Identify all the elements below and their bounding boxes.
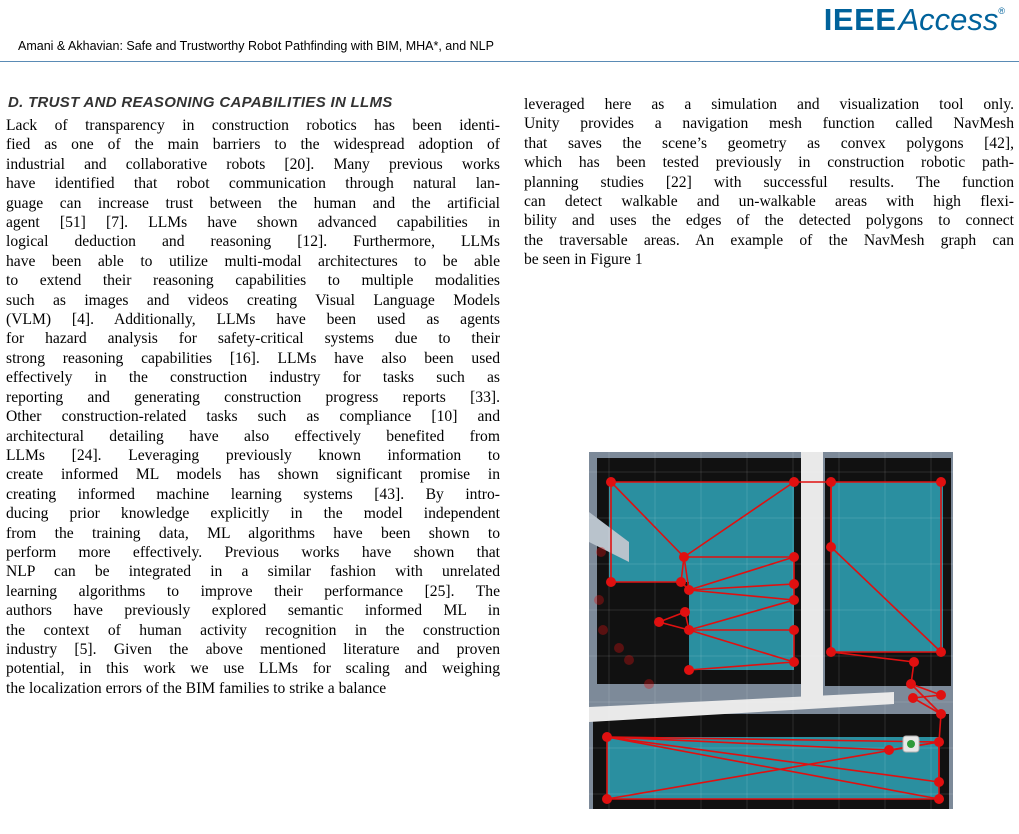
navmesh-node: [606, 477, 616, 487]
navmesh-node: [679, 552, 689, 562]
text-line: creating informed machine learning systems [43]. By intro-: [6, 485, 500, 503]
text-line: the context of human activity recognition in the construction: [6, 621, 500, 639]
navmesh-node: [936, 647, 946, 657]
text-line: the localization errors of the BIM families to strike a balance: [6, 679, 387, 697]
text-line: (VLM) [4]. Additionally, LLMs have been used as agents: [6, 311, 500, 329]
text-line: potential, in this work we use LLMs for scaling and weighing: [6, 660, 500, 678]
navmesh-node: [676, 577, 686, 587]
text-line: that saves the scene’s geometry as convex polygons [42],: [524, 134, 1014, 152]
text-line: architectural detailing have also effectively benefited from: [6, 427, 500, 445]
text-line: effectively in the construction industry for tasks such as: [6, 369, 500, 387]
text-line: industrial and collaborative robots [20]. Many previous works: [6, 155, 500, 173]
navmesh-node: [934, 737, 944, 747]
text-line: guage can increase trust between the human and the artificial: [6, 194, 500, 212]
text-line: perform more effectively. Previous works have shown that: [6, 543, 500, 561]
text-line: Unity provides a navigation mesh function called NavMesh: [524, 115, 1014, 133]
text-line: industry [5]. Given the above mentioned literature and proven: [6, 640, 500, 658]
text-line: Lack of transparency in construction robotics has been identi-: [6, 117, 500, 134]
text-line: planning studies [22] with successful results. The function: [524, 173, 1014, 191]
text-line: leveraged here as a simulation and visualization tool only.: [524, 96, 1014, 113]
navmesh-node: [909, 657, 919, 667]
navmesh-node: [884, 745, 894, 755]
navmesh-node: [789, 595, 799, 605]
navmesh-node: [789, 657, 799, 667]
navmesh-node: [684, 585, 694, 595]
navmesh-graph-image: [589, 452, 953, 809]
navmesh-node: [789, 579, 799, 589]
navmesh-node-faded: [644, 679, 654, 689]
text-line: can detect walkable and un-walkable areas with high flexi-: [524, 193, 1014, 211]
right-paragraph: [524, 95, 1014, 270]
text-line: LLMs [24]. Leveraging previously known information to: [6, 446, 500, 464]
text-line: bility and uses the edges of the detected polygons to connect: [524, 212, 1014, 230]
text-line: to extend their reasoning capabilities to multiple modalities: [6, 272, 500, 290]
navmesh-node: [936, 709, 946, 719]
navmesh-node: [934, 794, 944, 804]
navmesh-node: [684, 625, 694, 635]
navmesh-node: [684, 665, 694, 675]
left-column: [6, 93, 500, 698]
text-line: Other construction-related tasks such as compliance [10] and: [6, 408, 500, 426]
robot-marker-core: [907, 740, 915, 748]
navmesh-node: [826, 477, 836, 487]
logo-ieee: IEEE: [823, 2, 897, 37]
navmesh-node: [606, 577, 616, 587]
logo-access: Access: [898, 2, 999, 37]
text-line: reporting and generating construction progress reports [33].: [6, 388, 500, 406]
navmesh-node: [789, 625, 799, 635]
text-line: logical deduction and reasoning [12]. Furthermore, LLMs: [6, 233, 500, 251]
navmesh-figure: [589, 452, 953, 809]
right-column: [524, 95, 1014, 270]
navmesh-node-faded: [624, 655, 634, 665]
navmesh-node: [936, 477, 946, 487]
text-line: authors have previously explored semantic informed ML in: [6, 602, 500, 620]
text-line: strong reasoning capabilities [16]. LLMs have also been used: [6, 349, 500, 367]
navmesh-node: [934, 777, 944, 787]
text-line: the traversable areas. An example of the NavMesh graph can: [524, 231, 1014, 249]
text-line: create informed ML models has shown significant promise in: [6, 466, 500, 484]
text-line: have been able to utilize multi-modal architectures to be able: [6, 252, 500, 270]
navmesh-node-faded: [614, 643, 624, 653]
navmesh-node: [654, 617, 664, 627]
text-line: for hazard analysis for safety-critical systems due to their: [6, 330, 500, 348]
text-line: fied as one of the main barriers to the widespread adoption of: [6, 136, 500, 154]
corridor-slab-vertical: [801, 452, 823, 697]
navmesh-node: [906, 679, 916, 689]
navmesh-node: [789, 477, 799, 487]
header-rule: [0, 61, 1019, 62]
section-heading: D. TRUST AND REASONING CAPABILITIES IN LLMS: [8, 94, 393, 111]
text-line: NLP can be integrated in a similar fashion with unrelated: [6, 563, 500, 581]
logo-trademark: ®: [998, 6, 1005, 16]
section-paragraph: [6, 116, 500, 698]
text-line: which has been tested previously in construction robotic path-: [524, 154, 1014, 172]
navmesh-node: [826, 647, 836, 657]
navmesh-node: [680, 607, 690, 617]
navmesh-node-faded: [594, 595, 604, 605]
running-head: Amani & Akhavian: Safe and Trustworthy Robot Pathfinding with BIM, MHA*, and NLP: [18, 39, 494, 53]
navmesh-node-faded: [598, 625, 608, 635]
navmesh-node: [602, 732, 612, 742]
navmesh-node: [602, 794, 612, 804]
text-line: have identified that robot communication through natural lan-: [6, 175, 500, 193]
journal-logo: [824, 2, 1005, 38]
text-line: from the training data, ML algorithms have been shown to: [6, 524, 500, 542]
navmesh-node: [789, 552, 799, 562]
navmesh-node-faded: [596, 547, 606, 557]
text-line: learning algorithms to improve their performance [25]. The: [6, 582, 500, 600]
navmesh-node: [936, 690, 946, 700]
navmesh-node: [908, 693, 918, 703]
floor-room-left-upper: [609, 482, 685, 582]
floor-room-right: [831, 482, 943, 652]
text-line: ducing prior knowledge explicitly in the model independent: [6, 505, 500, 523]
navmesh-node: [826, 542, 836, 552]
text-line: be seen in Figure 1: [524, 251, 643, 269]
text-line: agent [51] [7]. LLMs have shown advanced capabilities in: [6, 214, 500, 232]
text-line: such as images and videos creating Visual Language Models: [6, 291, 500, 309]
